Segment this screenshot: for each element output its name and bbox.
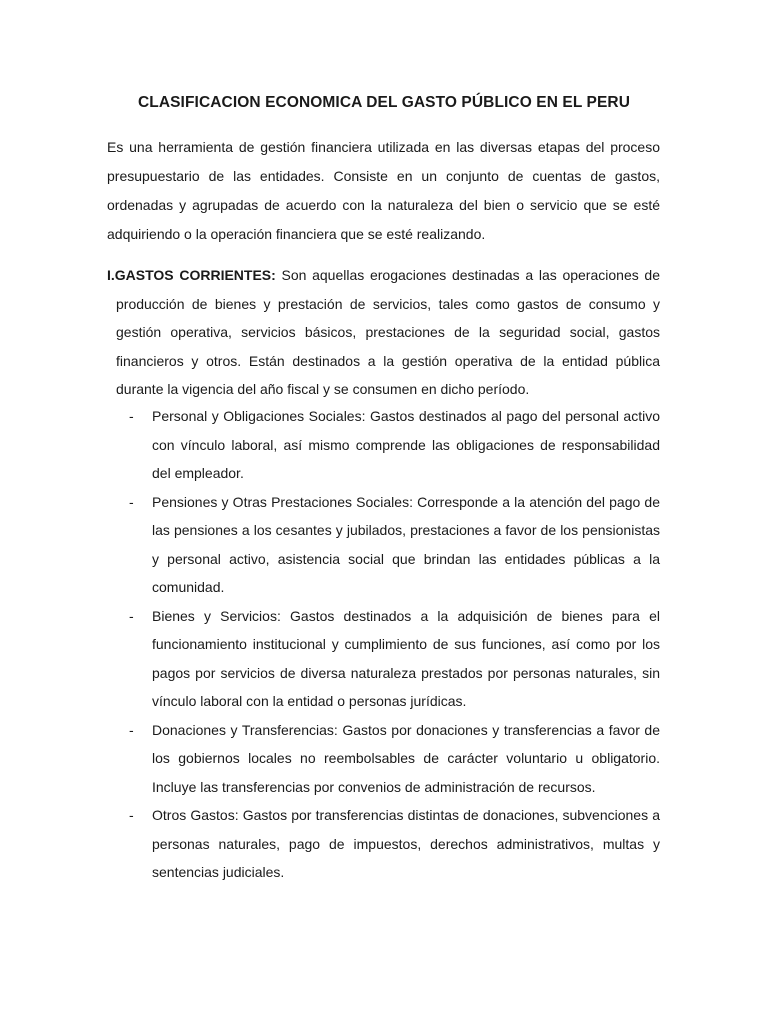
document-title: CLASIFICACION ECONOMICA DEL GASTO PÚBLICO EN EL PERU [137, 94, 631, 111]
list-item-text: Donaciones y Transferencias: Gastos por donaciones y transferencias a favor de los gobiernos locales no reembolsables de carácter voluntario u obligatorio. Incluye las transferencias por convenios de administración de recursos. [152, 721, 660, 795]
list-item-personal [107, 402, 660, 488]
bullet-dash: - [129, 807, 134, 823]
section-heading: I.GASTOS CORRIENTES: [107, 267, 276, 283]
list-item-pensiones [107, 488, 660, 602]
section-text: Son aquellas erogaciones destinadas a las operaciones de producción de bienes y prestación de servicios, tales como gastos de consumo y gestión operativa, servicios básicos, prestaciones de la seguridad social, gastos financieros y otros. Están destinados a la gestión operativa de la entidad pública durante la vigencia del año fiscal y se consumen en dicho período. [116, 267, 660, 397]
section-gastos-corrientes [107, 261, 660, 404]
bullet-dash: - [129, 721, 134, 738]
list-item-text: Pensiones y Otras Prestaciones Sociales: Corresponde a la atención del pago de las pensiones a los cesantes y jubilados, prestaciones a favor de los pensionistas y personal activo, asistencia social que brindan las entidades públicas a la comunidad. [152, 493, 660, 595]
bullet-dash: - [129, 493, 134, 510]
list-item-donaciones [107, 716, 660, 802]
intro-paragraph: Es una herramienta de gestión financiera utilizada en las diversas etapas del proceso presupuestario de las entidades. Consiste en un conjunto de cuentas de gastos, ordenadas y agrupadas de acuerdo con la naturaleza del bien o servicio que se esté adquiriendo o la operación financiera que se esté realizando. [107, 139, 660, 242]
list-item-otros-gastos [107, 801, 660, 887]
bullet-dash: - [129, 607, 134, 624]
bullet-dash: - [129, 408, 134, 424]
list-item-bienes-servicios [107, 602, 660, 716]
list-item-text: Otros Gastos: Gastos por transferencias distintas de donaciones, subvenciones a personas naturales, pago de impuestos, derechos administrativos, multas y sentencias judiciales. [152, 807, 660, 880]
list-item-text: Personal y Obligaciones Sociales: Gastos destinados al pago del personal activo con vínculo laboral, así mismo comprende las obligaciones de responsabilidad del empleador. [152, 408, 660, 481]
list-item-text: Bienes y Servicios: Gastos destinados a la adquisición de bienes para el funcionamiento institucional y cumplimiento de sus funciones, así como por los pagos por servicios de diversa naturaleza prestados por personas naturales, sin vínculo laboral con la entidad o personas jurídicas. [152, 607, 660, 709]
expense-category-list [107, 402, 660, 887]
